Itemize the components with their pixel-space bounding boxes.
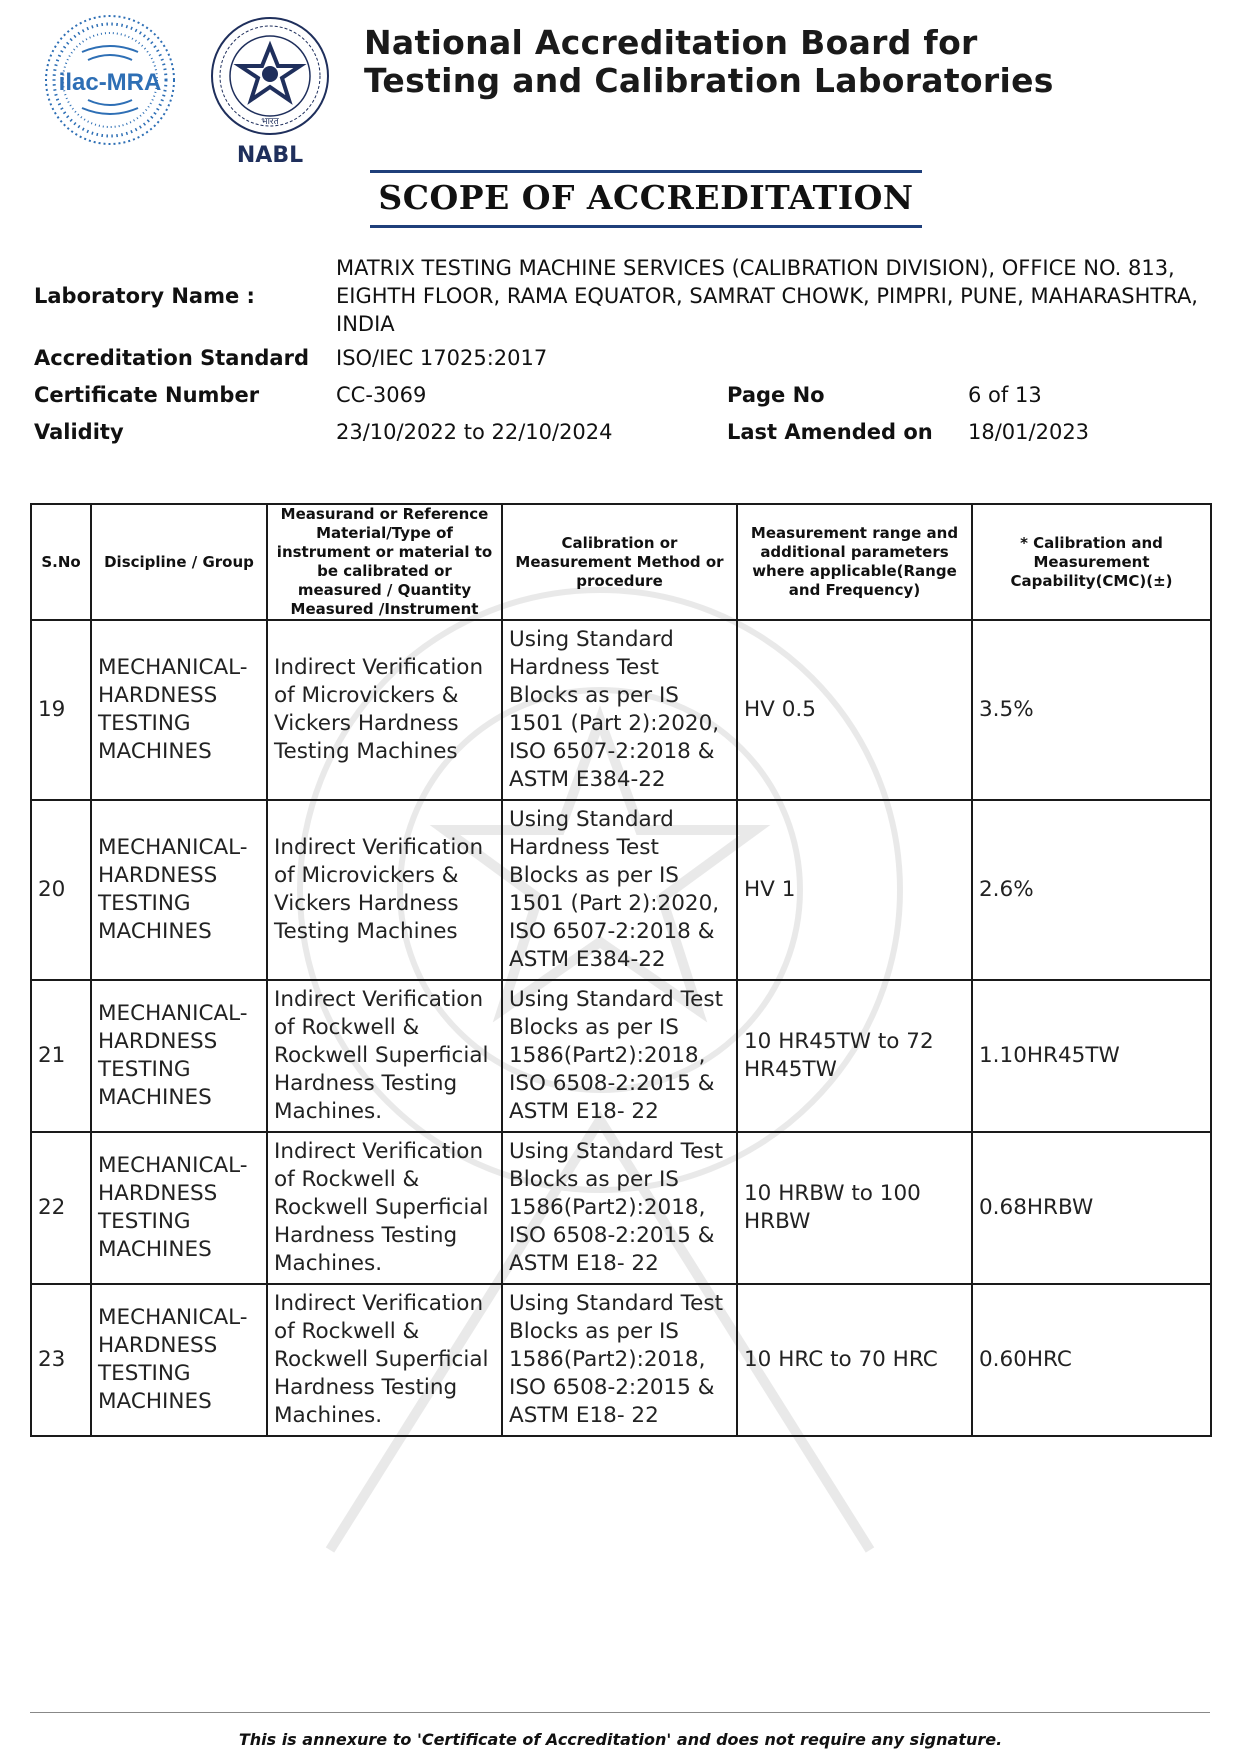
board-title-line1: National Accreditation Board for [364, 23, 978, 62]
cell-discipline: MECHANICAL- HARDNESS TESTING MACHINES [91, 800, 267, 980]
cell-method: Using Standard Test Blocks as per IS 1586(Part2):2018, ISO 6508-2:2015 & ASTM E18- 22 [502, 1284, 737, 1436]
cell-sno: 22 [31, 1132, 91, 1284]
cell-range: 10 HRBW to 100 HRBW [737, 1132, 972, 1284]
cell-range: 10 HRC to 70 HRC [737, 1284, 972, 1436]
board-title-line2: Testing and Calibration Laboratories [364, 61, 1054, 100]
table-header-row [31, 504, 1211, 620]
ilac-mra-logo [42, 12, 178, 148]
scope-title: SCOPE OF ACCREDITATION [378, 178, 914, 217]
board-title [364, 24, 1054, 100]
cell-discipline: MECHANICAL- HARDNESS TESTING MACHINES [91, 980, 267, 1132]
standard-label: Accreditation Standard [34, 346, 309, 370]
standard-value: ISO/IEC 17025:2017 [336, 346, 548, 370]
certificate-label: Certificate Number [34, 383, 260, 407]
cell-sno: 21 [31, 980, 91, 1132]
header-sno: S.No [31, 504, 91, 620]
cell-cmc: 2.6% [972, 800, 1211, 980]
lab-name-label: Laboratory Name : [34, 284, 255, 308]
cell-range: HV 0.5 [737, 620, 972, 800]
scope-rule-bottom [370, 225, 922, 228]
scope-table [30, 503, 1212, 1437]
header-range: Measurement range and additional parameters where applicable(Range and Frequency) [737, 504, 972, 620]
validity-value: 23/10/2022 to 22/10/2024 [336, 420, 613, 444]
table-row [31, 1284, 1211, 1436]
cell-sno: 20 [31, 800, 91, 980]
cell-sno: 19 [31, 620, 91, 800]
last-amended-value: 18/01/2023 [968, 420, 1090, 444]
last-amended-label: Last Amended on [727, 420, 933, 444]
table-row [31, 620, 1211, 800]
cell-discipline: MECHANICAL- HARDNESS TESTING MACHINES [91, 1284, 267, 1436]
cell-material: Indirect Verification of Microvickers & Vickers Hardness Testing Machines [267, 800, 502, 980]
nabl-logo-text: NABL [236, 143, 304, 168]
cell-material: Indirect Verification of Rockwell & Rockwell Superficial Hardness Testing Machines. [267, 1132, 502, 1284]
header-discipline: Discipline / Group [91, 504, 267, 620]
nabl-seal-text: भारत [261, 117, 279, 127]
cell-material: Indirect Verification of Rockwell & Rockwell Superficial Hardness Testing Machines. [267, 980, 502, 1132]
cell-cmc: 0.68HRBW [972, 1132, 1211, 1284]
cell-sno: 23 [31, 1284, 91, 1436]
cell-discipline: MECHANICAL- HARDNESS TESTING MACHINES [91, 1132, 267, 1284]
footer-divider [30, 1712, 1210, 1713]
table-row [31, 1132, 1211, 1284]
page-label: Page No [727, 383, 825, 407]
table-row [31, 800, 1211, 980]
cell-method: Using Standard Hardness Test Blocks as per IS 1501 (Part 2):2020, ISO 6507-2:2018 & ASTM E384-22 [502, 800, 737, 980]
cell-range: HV 1 [737, 800, 972, 980]
validity-label: Validity [34, 420, 124, 444]
footer-note: This is annexure to 'Certificate of Accreditation' and does not require any signature. [238, 1730, 1003, 1749]
header-cmc: * Calibration and Measurement Capability(CMC)(±) [972, 504, 1211, 620]
cell-cmc: 3.5% [972, 620, 1211, 800]
cell-method: Using Standard Hardness Test Blocks as per IS 1501 (Part 2):2020, ISO 6507-2:2018 & ASTM E384-22 [502, 620, 737, 800]
scope-title-block [370, 170, 922, 228]
ilac-logo-text: ilac-MRA [58, 69, 162, 96]
cell-material: Indirect Verification of Microvickers & Vickers Hardness Testing Machines [267, 620, 502, 800]
scope-rule-top [370, 170, 922, 173]
header-method: Calibration or Measurement Method or procedure [502, 504, 737, 620]
cell-cmc: 1.10HR45TW [972, 980, 1211, 1132]
header-material: Measurand or Reference Material/Type of instrument or material to be calibrated or measured / Quantity Measured /Instrument [267, 504, 502, 620]
cell-method: Using Standard Test Blocks as per IS 1586(Part2):2018, ISO 6508-2:2015 & ASTM E18- 22 [502, 980, 737, 1132]
table-row [31, 980, 1211, 1132]
nabl-logo [206, 12, 334, 172]
cell-method: Using Standard Test Blocks as per IS 1586(Part2):2018, ISO 6508-2:2015 & ASTM E18- 22 [502, 1132, 737, 1284]
lab-name-value: MATRIX TESTING MACHINE SERVICES (CALIBRATION DIVISION), OFFICE NO. 813, EIGHTH FLOOR, RAMA EQUATOR, SAMRAT CHOWK, PIMPRI, PUNE, MAHARASHTRA, INDIA [336, 256, 1198, 336]
cell-discipline: MECHANICAL- HARDNESS TESTING MACHINES [91, 620, 267, 800]
certificate-value: CC-3069 [336, 383, 427, 407]
page-value: 6 of 13 [968, 383, 1042, 407]
cell-range: 10 HR45TW to 72 HR45TW [737, 980, 972, 1132]
cell-material: Indirect Verification of Rockwell & Rockwell Superficial Hardness Testing Machines. [267, 1284, 502, 1436]
cell-cmc: 0.60HRC [972, 1284, 1211, 1436]
